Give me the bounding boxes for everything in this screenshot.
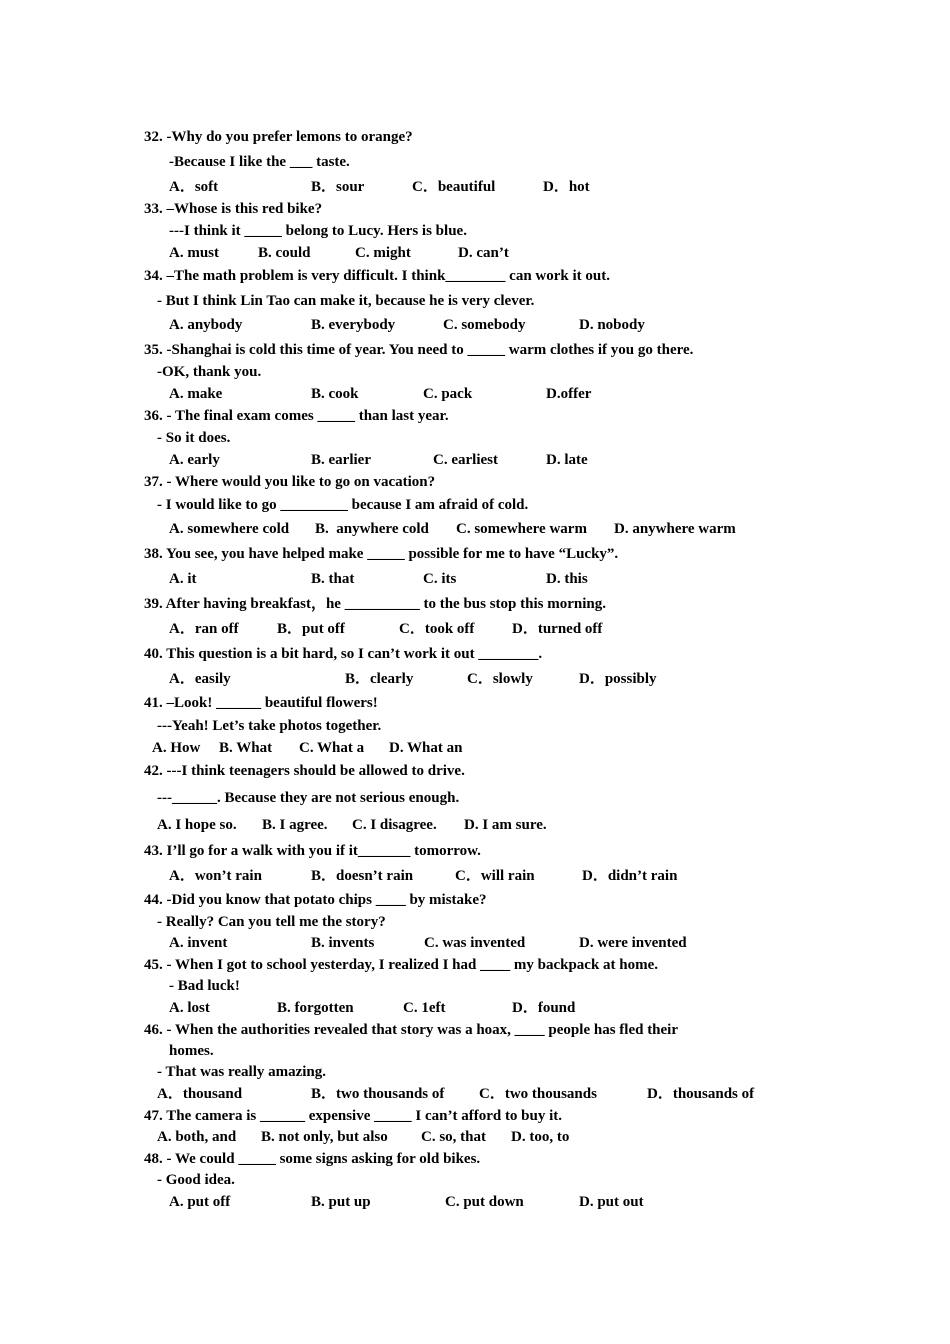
question-39-option-a: A．ran off	[169, 621, 239, 637]
question-44-option-a: A. invent	[169, 935, 228, 951]
question-33-option-c: C. might	[355, 245, 411, 261]
question-48-stem: 48. - We could _____ some signs asking for old bikes.	[144, 1151, 481, 1167]
question-43-option-c: C．will rain	[455, 868, 535, 884]
question-47-option-d: D. too, to	[511, 1129, 570, 1145]
question-43-option-d: D．didn’t rain	[582, 868, 678, 884]
question-35-option-d: D.offer	[546, 386, 592, 402]
question-36-option-c: C. earliest	[433, 452, 498, 468]
question-43-stem: 43. I’ll go for a walk with you if it_______ tomorrow.	[144, 843, 481, 859]
question-42-stem: 42. ---I think teenagers should be allowed to drive.	[144, 763, 465, 779]
question-33-option-d: D. can’t	[458, 245, 509, 261]
question-32-option-a: A．soft	[169, 179, 219, 195]
question-46-reply: - That was really amazing.	[157, 1064, 327, 1080]
question-44-reply: - Really? Can you tell me the story?	[157, 914, 386, 930]
question-45-reply: - Bad luck!	[169, 978, 240, 994]
question-48-option-c: C. put down	[445, 1194, 524, 1210]
question-37-reply: - I would like to go _________ because I am afraid of cold.	[157, 497, 529, 513]
question-34-option-b: B. everybody	[311, 317, 396, 333]
question-48-option-a: A. put off	[169, 1194, 231, 1210]
question-42-option-d: D. I am sure.	[464, 817, 547, 833]
question-42-option-b: B. I agree.	[262, 817, 328, 833]
question-45-stem: 45. - When I got to school yesterday, I realized I had ____ my backpack at home.	[144, 957, 659, 973]
question-32-option-c: C．beautiful	[412, 179, 496, 195]
question-46-option-c: C．two thousands	[479, 1086, 597, 1102]
question-36-reply: - So it does.	[157, 430, 231, 446]
question-44-option-b: B. invents	[311, 935, 375, 951]
question-40-option-a: A．easily	[169, 671, 231, 687]
question-34-stem: 34. –The math problem is very difficult. I think________ can work it out.	[144, 268, 610, 284]
question-34-option-c: C. somebody	[443, 317, 526, 333]
question-36-option-b: B. earlier	[311, 452, 371, 468]
question-36-option-d: D. late	[546, 452, 588, 468]
question-43-option-a: A．won’t rain	[169, 868, 262, 884]
question-35-option-b: B. cook	[311, 386, 359, 402]
question-42-option-a: A. I hope so.	[157, 817, 237, 833]
question-32-stem: 32. -Why do you prefer lemons to orange?	[144, 129, 413, 145]
question-33-option-b: B. could	[258, 245, 311, 261]
question-38-option-a: A. it	[169, 571, 197, 587]
question-38-option-d: D. this	[546, 571, 588, 587]
question-43-option-b: B．doesn’t rain	[311, 868, 414, 884]
question-44-stem: 44. -Did you know that potato chips ____ by mistake?	[144, 892, 487, 908]
question-34-option-a: A. anybody	[169, 317, 243, 333]
question-42-option-c: C. I disagree.	[352, 817, 437, 833]
question-35-option-c: C. pack	[423, 386, 473, 402]
question-32-reply: -Because I like the ___ taste.	[169, 154, 350, 170]
question-44-option-d: D. were invented	[579, 935, 687, 951]
question-46-stem: 46. - When the authorities revealed that story was a hoax, ____ people has fled their	[144, 1022, 679, 1038]
question-36-option-a: A. early	[169, 452, 220, 468]
question-46-option-a: A．thousand	[157, 1086, 243, 1102]
question-35-option-a: A. make	[169, 386, 223, 402]
question-48-option-b: B. put up	[311, 1194, 371, 1210]
question-38-option-b: B. that	[311, 571, 355, 587]
question-48-reply: - Good idea.	[157, 1172, 235, 1188]
question-33-reply: ---I think it _____ belong to Lucy. Hers is blue.	[169, 223, 467, 239]
question-32-option-d: D．hot	[543, 179, 590, 195]
question-34-option-d: D. nobody	[579, 317, 645, 333]
question-45-option-a: A. lost	[169, 1000, 210, 1016]
question-41-option-b: B. What	[219, 740, 273, 756]
question-44-option-c: C. was invented	[424, 935, 526, 951]
question-35-reply: -OK, thank you.	[157, 364, 262, 380]
question-46-option-b: B．two thousands of	[311, 1086, 445, 1102]
question-47-option-b: B. not only, but also	[261, 1129, 388, 1145]
question-41-stem: 41. –Look! ______ beautiful flowers!	[144, 695, 378, 711]
question-47-option-a: A. both, and	[157, 1129, 237, 1145]
question-39-option-c: C．took off	[399, 621, 475, 637]
question-37-option-b: B. anywhere cold	[315, 521, 429, 537]
question-39-stem: 39. After having breakfast，he __________ to the bus stop this morning.	[144, 596, 606, 612]
question-41-option-d: D. What an	[389, 740, 463, 756]
question-45-option-c: C. 1eft	[403, 1000, 446, 1016]
question-37-option-c: C. somewhere warm	[456, 521, 587, 537]
question-45-option-d: D．found	[512, 1000, 576, 1016]
question-37-option-a: A. somewhere cold	[169, 521, 290, 537]
question-46-option-d: D．thousands of	[647, 1086, 755, 1102]
question-34-reply: - But I think Lin Tao can make it, because he is very clever.	[157, 293, 535, 309]
question-41-option-c: C. What a	[299, 740, 365, 756]
question-37-stem: 37. - Where would you like to go on vacation?	[144, 474, 436, 490]
question-38-stem: 38. You see, you have helped make _____ possible for me to have “Lucky”.	[144, 546, 619, 562]
question-35-stem: 35. -Shanghai is cold this time of year. You need to _____ warm clothes if you go there.	[144, 342, 694, 358]
question-46-stem-continued: homes.	[169, 1043, 214, 1059]
question-47-option-c: C. so, that	[421, 1129, 487, 1145]
question-42-reply: ---______. Because they are not serious enough.	[157, 790, 460, 806]
question-36-stem: 36. - The final exam comes _____ than last year.	[144, 408, 449, 424]
question-38-option-c: C. its	[423, 571, 457, 587]
question-39-option-d: D．turned off	[512, 621, 603, 637]
question-40-option-c: C．slowly	[467, 671, 533, 687]
question-41-reply: ---Yeah! Let’s take photos together.	[157, 718, 382, 734]
question-32-option-b: B．sour	[311, 179, 365, 195]
question-40-stem: 40. This question is a bit hard, so I can’t work it out ________.	[144, 646, 543, 662]
question-33-stem: 33. –Whose is this red bike?	[144, 201, 323, 217]
question-41-option-a: A. How	[152, 740, 201, 756]
question-40-option-b: B．clearly	[345, 671, 414, 687]
question-33-option-a: A. must	[169, 245, 220, 261]
question-48-option-d: D. put out	[579, 1194, 644, 1210]
question-37-option-d: D. anywhere warm	[614, 521, 736, 537]
question-39-option-b: B．put off	[277, 621, 345, 637]
question-40-option-d: D．possibly	[579, 671, 657, 687]
question-47-stem: 47. The camera is ______ expensive _____ I can’t afford to buy it.	[144, 1108, 563, 1124]
question-45-option-b: B. forgotten	[277, 1000, 354, 1016]
